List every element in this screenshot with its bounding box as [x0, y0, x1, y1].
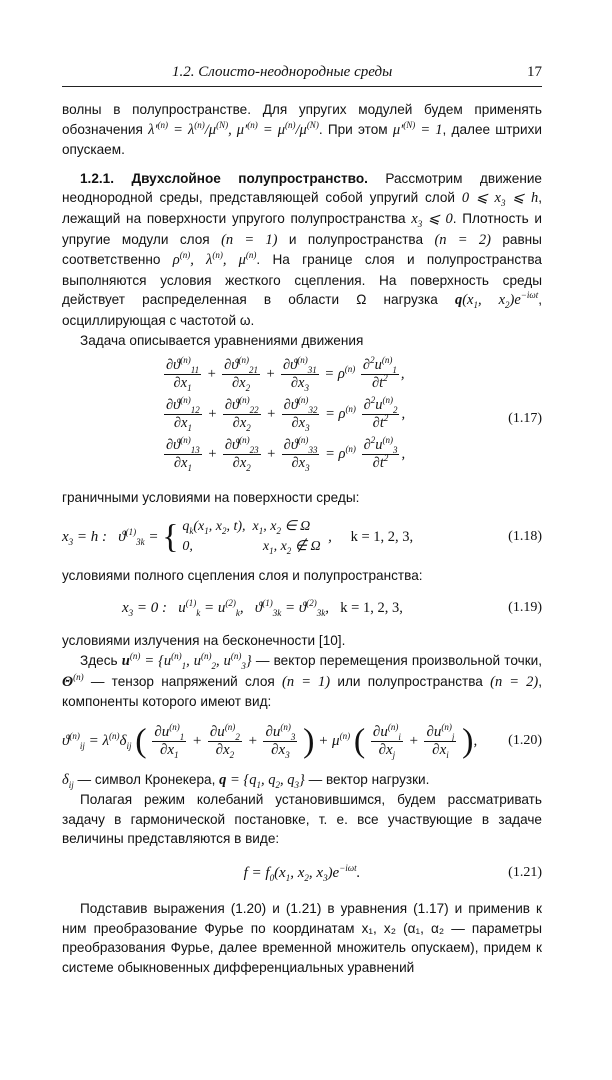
- page-body: [62, 100, 542, 977]
- paragraph-2: 1.2.1. Двухслойное полупространство. Рассмотрим движение неоднородной среды, представляющей собой упругий слой 0 ⩽ $x_3$ ⩽ h, лежащий на поверхности упругого полупространства $x_3$ ⩽ 0. Плотность и упругие модули слоя (n = 1) и полупространства (n = 2) равны соответственно $\rho^{(n)}$, $\lambda^{(n)}$, $\mu^{(n)}$. На границе слоя и полупространства выполняются условия жесткого сцепления. На поверхность среды действует распределенная в области Ω нагрузка $q(x_1$, $x_2)e^{-i\omega t}$, осциллирующая с частотой ω.: [62, 170, 543, 328]
- document-page: [62, 56, 543, 975]
- paragraph-8: $\delta_{ij}$ — символ Кронекера, $q = \{q_1$, $q_2$, $q_3$} — вектор нагрузки.: [62, 771, 430, 790]
- paragraph-6: условиями излучения на бесконечности [10].: [62, 633, 346, 649]
- equation-number: (1.19): [508, 600, 542, 616]
- equation-1-17: $\frac{\partial ϑ^{(n)}_{11}}{\partial x_1}$ + $\frac{\partial ϑ^{(n)}_{21}}{\partial x_2}$ + $\frac{\partial ϑ^{(n)}_{31}}{\partial x_3}$ = $\rho^{(n)}$ $\frac{\partial^2u^{(n)}_1}{\partial t^2}$ , $\frac{\partial ϑ^{(n)}_{12}}{\partial x_1}$ + $\frac{\partial ϑ^{(n)}_{22}}{\partial x_2}$ + $\frac{\partial ϑ^{(n)}_{32}}{\partial x_3}$ = $\rho^{(n)}$ $\frac{\partial^2u^{(n)}_2}{\partial t^2}$ , $\frac{\partial ϑ^{(n)}_{13}}{\partial x_1}$ + $\frac{\partial ϑ^{(n)}_{23}}{\partial x_2}$ + $\frac{\partial ϑ^{(n)}_{33}}{\partial x_3}$ = $\rho^{(n)}$ $\frac{\partial^2u^{(n)}_3}{\partial t^2}$ , (1.17): [166, 355, 542, 474]
- equation-1-18: $x_3 = h$ : $ϑ^{(1)}_{3k}$ = { $q_k(x_1$, $x_2$, t), $x_1$, $x_2$ ∈ Ω 0, $x_1$, $x_2$ ∉ Ω , k = 1, 2, 3, (1.18): [62, 512, 542, 562]
- equation-1-19: $x_3 = 0$ : $u^{(1)}_k = u^{(2)}_k$, $ϑ^{(1)}_{3k} = ϑ^{(2)}_{3k}$, k = 1, 2, 3, (1.19): [62, 589, 542, 627]
- paragraph-10: Подставив выражения (1.20) и (1.21) в уравнения (1.17) и применив к ним преобразование Фурье по координатам x₁, x₂ (α₁, α₂ — параметры преобразования Фурье, далее временной множитель опускаем), придем к системе обыкновенных дифференциальных уравнений: [62, 901, 542, 975]
- paragraph-7: Здесь $u^{(n)} = \{u^{(n)}_1$, $u^{(n)}_2$, $u^{(n)}_3$} — вектор перемещения произвольной точки, $\Theta^{(n)}$ — тензор напряжений слоя (n = 1) или полупространства (n = 2), компоненты которого имеют вид:: [62, 651, 543, 710]
- text-span: и полупространства: [288, 231, 424, 247]
- paragraph-1: волны в полупространстве. Для упругих модулей будем применять обозначения $\lambda'^{(n)} = \lambda^{(n)}/\mu^{(N)}$, $\mu'^{(n)} = \mu^{(n)}/\mu^{(N)}$. При этом $\mu'^{(N)} = 1$, далее штрихи опускаем.: [62, 102, 542, 158]
- text-span: Рассмотрим движение неоднородной среды, представляющей собой упругий слой: [62, 170, 542, 206]
- text-span: При этом: [327, 121, 388, 137]
- section-heading: 1.2.1. Двухслойное полупространство.: [80, 170, 368, 186]
- text-span: осциллирующая с частотой ω.: [62, 312, 255, 328]
- paragraph-3: Задача описывается уравнениями движения: [80, 332, 364, 348]
- header-rule: [62, 86, 542, 87]
- equation-number: (1.21): [508, 865, 542, 881]
- text-span: Плотность и упругие модули слоя: [62, 210, 543, 247]
- text-span: — вектор нагрузки.: [308, 771, 430, 787]
- equation-number: (1.20): [508, 732, 542, 748]
- paragraph-5: условиями полного сцепления слоя и полупространства:: [62, 567, 423, 583]
- text-span: равны соответственно: [62, 231, 542, 268]
- text-span: или полупространства: [337, 673, 483, 689]
- text-span: лежащий на поверхности упругого полупространства: [62, 210, 406, 226]
- k-range: k = 1, 2, 3,: [350, 528, 414, 545]
- running-title: 1.2. Слоисто-неоднородные среды: [172, 64, 393, 80]
- text-span: Здесь: [80, 652, 118, 668]
- text-span: волны в полупространстве. Для упругих модулей будем применять обозначения: [62, 102, 542, 137]
- equation-1-20: $ϑ^{(n)}_{ij} = \lambda^{(n)}\delta_{ij}$ ( $\frac{\partial u^{(n)}_1}{\partial x_1}$ + $\frac{\partial u^{(n)}_2}{\partial x_2}$ + $\frac{\partial u^{(n)}_3}{\partial x_3}$ ) + $\mu^{(n)}$ ( $\frac{\partial u^{(n)}_i}{\partial x_j}$ + $\frac{\partial u^{(n)}_j}{\partial x_i}$ ), (1.20): [62, 716, 542, 766]
- running-header: [62, 56, 542, 80]
- text-span: компоненты которого имеют вид:: [62, 694, 272, 710]
- text-span: — тензор напряжений слоя: [90, 673, 275, 689]
- paragraph-9: Полагая режим колебаний установившимся, будем рассматривать задачу в гармонической постановке, т. е. все участвующие в задаче величины представляются в виде:: [62, 792, 542, 847]
- text-span: — вектор перемещения произвольной точки,: [255, 652, 543, 668]
- text-span: На границе слоя и полупространства выполняются условия жесткого сцепления. На поверхность среды действует распределенная в области Ω нагрузка: [62, 252, 542, 308]
- equation-1-21: $f = f_0(x_1$, $x_2$, $x_3)e^{-i\omega t}$. (1.21): [62, 853, 542, 893]
- equation-number: (1.17): [508, 411, 542, 427]
- paragraph-4: граничными условиями на поверхности среды:: [62, 490, 360, 506]
- text-span: — символ Кронекера,: [77, 771, 216, 787]
- page-number: 17: [527, 64, 542, 80]
- text-span: далее штрихи опускаем.: [62, 121, 542, 158]
- equation-number: (1.18): [508, 528, 542, 544]
